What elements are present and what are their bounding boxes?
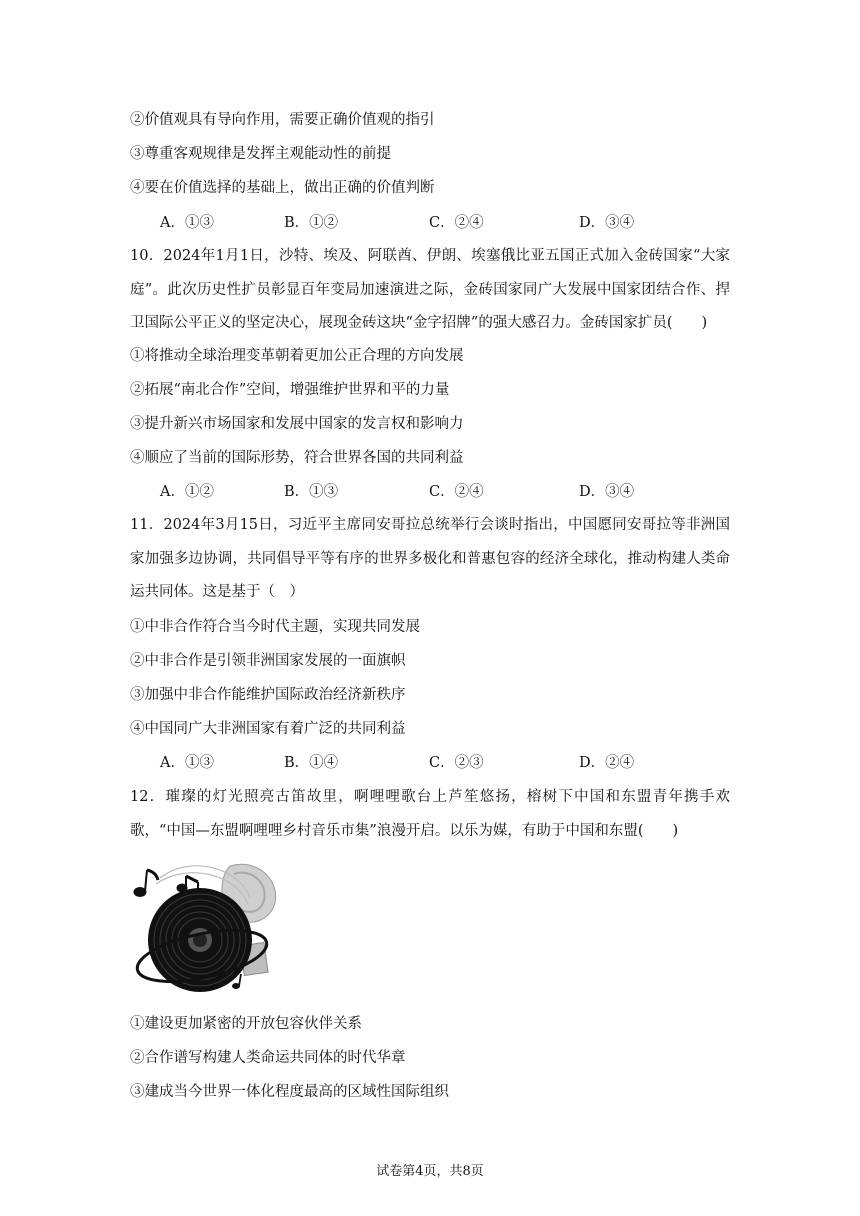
vinyl-record-icon: [130, 858, 280, 994]
q10-option-c[interactable]: C．②④: [429, 484, 484, 500]
q10-stem: 10．2024年1月1日，沙特、埃及、阿联酋、伊朗、埃塞俄比亚五国正式加入金砖国家“大家庭”。此次历史性扩员彰显百年变局加速演进之际，金砖国家同广大发展中国家团结合作、捍卫国际公平正义的坚定决心，展现金砖这块“金字招牌”的强大感召力。金砖国家扩员( ): [130, 248, 730, 331]
q11-stem: 11．2024年3月15日，习近平主席同安哥拉总统举行会谈时指出，中国愿同安哥拉等非洲国家加强多边协调，共同倡导平等有序的世界多极化和普惠包容的经济全球化，推动构建人类命运共同体。这是基于（ ）: [130, 517, 730, 600]
q9-item-3: ③尊重客观规律是发挥主观能动性的前提: [130, 146, 391, 162]
music-record-illustration: [130, 858, 280, 994]
q11-item-3: ③加强中非合作能维护国际政治经济新秩序: [130, 687, 406, 703]
q9-option-c[interactable]: C．②④: [429, 215, 484, 231]
q11-item-1: ①中非合作符合当今时代主题，实现共同发展: [130, 619, 420, 635]
page-footer: 试卷第4页，共8页: [376, 1164, 484, 1179]
q9-option-d[interactable]: D．③④: [579, 215, 635, 231]
q11-item-2: ②中非合作是引领非洲国家发展的一面旗帜: [130, 653, 406, 669]
q10-item-3: ③提升新兴市场国家和发展中国家的发言权和影响力: [130, 416, 464, 432]
q10-option-b[interactable]: B．①③: [284, 484, 339, 500]
q10-item-2: ②拓展“南北合作”空间，增强维护世界和平的力量: [130, 382, 450, 398]
q12-stem: 12．璀璨的灯光照亮古笛故里，啊哩哩歌台上芦笙悠扬，榕树下中国和东盟青年携手欢歌，“中国—东盟啊哩哩乡村音乐市集”浪漫开启。以乐为媒，有助于中国和东盟( ): [130, 789, 730, 839]
q12-item-3: ③建成当今世界一体化程度最高的区域性国际组织: [130, 1084, 449, 1100]
q9-item-4: ④要在价值选择的基础上，做出正确的价值判断: [130, 180, 435, 196]
q11-option-c[interactable]: C．②③: [429, 755, 484, 771]
q10-option-d[interactable]: D．③④: [579, 484, 635, 500]
q9-option-a[interactable]: A．①③: [160, 215, 214, 231]
q11-options: [160, 753, 680, 773]
q10-option-a[interactable]: A．①②: [160, 484, 214, 500]
q10-item-1: ①将推动全球治理变革朝着更加公正合理的方向发展: [130, 348, 464, 364]
q12-item-2: ②合作谱写构建人类命运共同体的时代华章: [130, 1050, 406, 1066]
q11-option-a[interactable]: A．①③: [160, 755, 214, 771]
q9-option-b[interactable]: B．①②: [284, 215, 339, 231]
q9-options: [160, 213, 680, 233]
q11-item-4: ④中国同广大非洲国家有着广泛的共同利益: [130, 721, 406, 737]
q12-item-1: ①建设更加紧密的开放包容伙伴关系: [130, 1016, 362, 1032]
q10-options: [160, 482, 680, 502]
q11-option-d[interactable]: D．②④: [579, 755, 635, 771]
q9-item-2: ②价值观具有导向作用，需要正确价值观的指引: [130, 112, 435, 128]
q10-item-4: ④顺应了当前的国际形势，符合世界各国的共同利益: [130, 450, 464, 466]
q11-option-b[interactable]: B．①④: [284, 755, 339, 771]
